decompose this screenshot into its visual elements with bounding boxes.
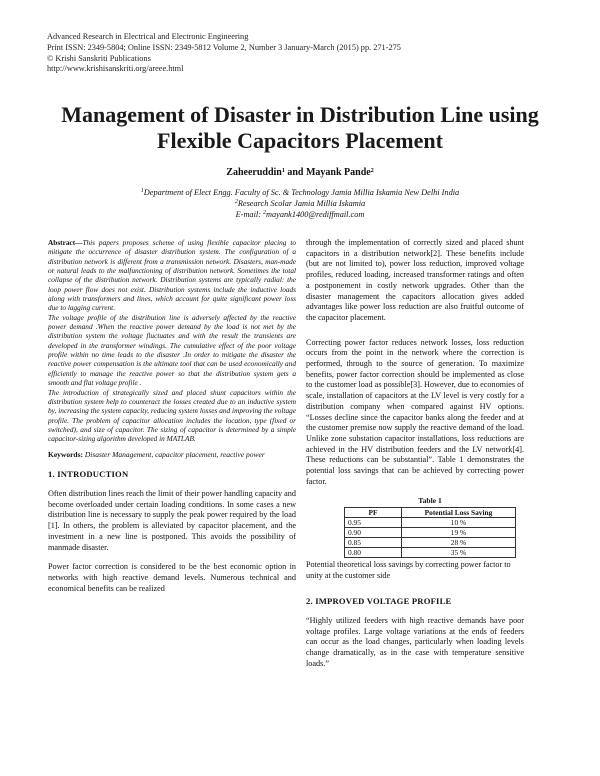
journal-header [47,32,547,75]
keywords-text: Disaster Management, capacitor placement, reactive power [84,449,265,459]
table-cell-pf: 0.90 [345,528,402,538]
keywords-label: Keywords: [48,449,85,459]
affiliation-1 [40,187,560,198]
intro-paragraph-2: Power factor correction is considered to be the best economic option in networks with high reactive demand levels. Numerous technical and economical benefits can be realized [48,562,296,593]
affiliation-2-sup: 2 [234,199,238,205]
journal-publisher: © Krishi Sanskriti Publications [47,53,151,63]
author-line [40,167,560,178]
keywords [48,450,296,460]
abstract-paragraph-2: The voltage profile of the distribution line is adversely affected by the reactive power demand .When the reactive power demand by the load is not met by the distribution system the voltage fluctuates and with the result the transients are developed in the transformer windings. The cumulative effect of the poor voltage profile within no time leads to the disaster .In order to mitigate the disaster the reactive power compensation is the ultimate tool that can be used economically and efficiently to manage the reactive power so that the distribution system gets a smooth and flat voltage profile . [48,312,296,388]
abstract-paragraph-1 [48,238,296,313]
table-cell-pf: 0.80 [345,548,402,558]
loss-savings-table [344,507,516,558]
email-prefix: E-mail: [235,210,264,219]
journal-name: Advanced Research in Electrical and Electronic Engineering [47,32,249,41]
table-row [345,528,516,538]
author-2-sup: 2 [370,168,374,174]
abstract-text-1: This papers proposes scheme of using flexible capacitor placing to mitigate the occurrence of disaster distribution system. The configuration of a distribution network is different from a transmission network. Disasters, man-made or natural leads to the malfunctioning of distribution network. Sometimes the total collapse of the distribution network. Distribution systems are typically radial: the loop power flow does not exist. Distribution systems include the inductive loads along with transformers and lines, which account for quite significant power loss due to lagging current. [48,238,296,313]
table-cell-pf: 0.95 [345,518,402,528]
affiliations [40,187,560,220]
table-header-pf: PF [345,508,402,518]
table-cell-loss: 10 % [402,518,516,528]
section-2-heading: 2. IMPROVED VOLTAGE PROFILE [306,595,452,606]
journal-issn: Print ISSN: 2349-5804; Online ISSN: 2349-5812 Volume 2, Number 3 January-March (2015) pp. 271-275 [47,42,401,52]
right-paragraph-2: Correcting power factor reduces network losses, loss reduction occurs from the point in the network where the correction is performed, through to the source of generation. To maximize benefits, power factor correction should be implemented as close to the customer load as possible[3]. However, due to economies of scale, installation of capacitors at the LV level is very costly for a distribution company when compared against HV options. “Losses decline since the capacitor banks along the feeder and at the customer premise now supply the reactive demand of the load. Unlike zone substation capacitor installations, loss reductions are achieved in the HV distribution feeders and the LV network[4]. These reductions can be substantial”. Table 1 demonstrates the potential loss savings that can be achieved by correcting power factor. [306,337,524,486]
table-header-row [345,508,516,518]
affiliation-1-text: Department of Elect Engg. Faculty of Sc. & Technology Jamia Millia Iskamia New Delhi India [143,188,460,197]
author-1-sup: 1 [281,168,285,174]
affiliation-1-sup: 1 [140,188,144,194]
abstract-label: Abstract— [48,238,83,247]
table-header-loss: Potential Loss Saving [402,508,516,518]
table-row [345,548,516,558]
abstract-paragraph-3: The introduction of strategically sized and placed shunt capacitors within the distribution system help to counteract the losses created due to an inductive system by, increasing the system capacity, reducing system losses and improving the voltage profile. The problem of capacitor allocation includes the location, type (fixed or switched), and size of capacitor. The sizing of capacitor is determined by a simple capacitor-sizing algorithm developed in MATLAB. [48,387,296,444]
left-column [48,238,296,603]
table-row [345,518,516,528]
table-cell-pf: 0.85 [345,538,402,548]
table-row [345,538,516,548]
author-2: Mayank Pande [305,167,371,178]
right-column [306,238,524,678]
table-cell-loss: 19 % [402,528,516,538]
voltage-paragraph-1: “Highly utilized feeders with high reactive demands have poor voltage profiles. Large voltage variations at the ends of feeders can occur as the load changes, particularly when loading levels change dramatically, as in the case with temperature sensitive loads.” [306,615,524,668]
paper-title: Management of Disaster in Distribution Line using Flexible Capacitors Placement [61,102,539,153]
author-conjunction: and [284,167,306,178]
intro-paragraph-1: Often distribution lines reach the limit of their power handling capacity and become overloaded under certain loading conditions. In some cases a new distribution line is necessary to supply the peak power required by the load [1]. In others, the problem is alleviated by capacitor placement, and the investment in a new line is postponed. This avoids the possibility of manmade disaster. [48,489,296,552]
email-address[interactable]: mayank1400@rediffmail.com [266,210,365,219]
table-caption: Table 1 [418,496,442,506]
affiliation-2 [40,198,560,209]
affiliation-email [40,209,560,220]
author-1: Zaheeruddin [226,167,282,178]
table-cell-loss: 35 % [402,548,516,558]
table-note: Potential theoretical loss savings by correcting power factor to unity at the customer side [306,560,511,581]
affiliation-2-text: Research Scolar Jamia Millia Iskamia [237,199,366,208]
table-cell-loss: 28 % [402,538,516,548]
section-1-heading: 1. INTRODUCTION [48,469,129,480]
journal-url[interactable]: http://www.krishisanskriti.org/areee.html [47,64,184,74]
email-sup: 2 [263,210,267,216]
table-1 [306,496,524,558]
right-paragraph-1: through the implementation of correctly sized and placed shunt capacitors in a distribution network[2]. These benefits include (but are not limited to), power loss reduction, improved voltage profiles, reduced loading, increased transformer ratings and often a postponement in costly network upgrades. Other than the disaster management the capacitors allocation gives added advantages like power loss reduction are also fruitful outcome of the capacitor placement. [306,238,524,322]
